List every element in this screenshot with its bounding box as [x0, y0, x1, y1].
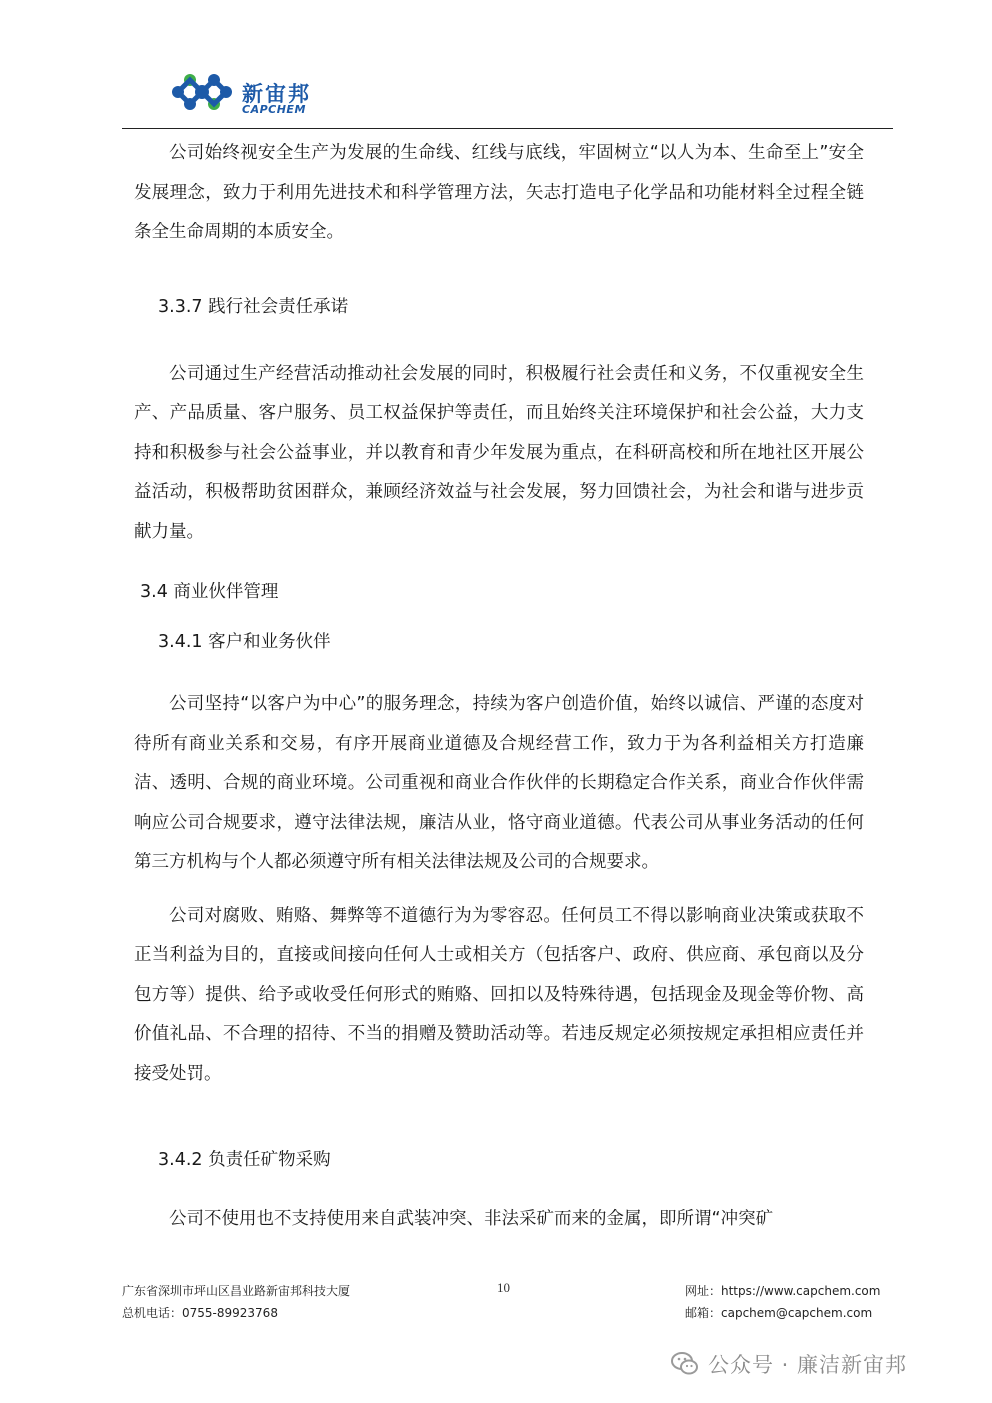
paragraph-safety: 公司始终视安全生产为发展的生命线、红线与底线，牢固树立“以人为本、生命至上”安全发展理念，致力于利用先进技术和科学管理方法，矢志打造电子化学品和功能材料全过程全链条全生命周期的本质安全。 — [134, 143, 864, 242]
logo-chinese-name: 新宙邦 — [242, 82, 311, 106]
paragraph-customers: 公司坚持“以客户为中心”的服务理念，持续为客户创造价值，始终以诚信、严谨的态度对待所有商业关系和交易，有序开展商业道德及合规经营工作，致力于为各利益相关方打造廉洁、透明、合规的商业环境。公司重视和商业合作伙伴的长期稳定合作关系，商业合作伙伴需响应公司合规要求，遵守法律法规，廉洁从业，恪守商业道德。代表公司从事业务活动的任何第三方机构与个人都必须遵守所有相关法律法规及公司的合规要求。 — [134, 694, 864, 872]
heading-3-4: 3.4 商业伙伴管理 — [140, 582, 279, 602]
header-divider — [122, 128, 893, 129]
paragraph-social-responsibility: 公司通过生产经营活动推动社会发展的同时，积极履行社会责任和义务，不仅重视安全生产、产品质量、客户服务、员工权益保护等责任，而且始终关注环境保护和社会公益，大力支持和积极参与社会公益事业，并以教育和青少年发展为重点，在科研高校和所在地社区开展公益活动，积极帮助贫困群众，兼顾经济效益与社会发展，努力回馈社会，为社会和谐与进步贡献力量。 — [134, 363, 864, 542]
heading-3-4-1: 3.4.1 客户和业务伙伴 — [158, 632, 331, 652]
logo-english-name: CAPCHEM — [242, 103, 306, 116]
paragraph-minerals: 公司不使用也不支持使用来自武装冲突、非法采矿而来的金属，即所谓“冲突矿 — [169, 1209, 774, 1229]
heading-3-4-2: 3.4.2 负责任矿物采购 — [158, 1150, 331, 1170]
heading-3-3-7: 3.3.7 践行社会责任承诺 — [158, 296, 349, 317]
capchem-logo-icon — [168, 70, 236, 114]
page-number: 10 — [497, 1280, 510, 1295]
watermark-text: 公众号 · 廉洁新宙邦 — [708, 1353, 908, 1377]
document-body — [134, 134, 864, 1240]
paragraph-anti-corruption: 公司对腐败、贿赂、舞弊等不道德行为为零容忍。任何员工不得以影响商业决策或获取不正当利益为目的，直接或间接向任何人士或相关方（包括客户、政府、供应商、承包商以及分包方等）提供、给予或收受任何形式的贿赂、回扣以及特殊待遇，包括现金及现金等价物、高价值礼品、不合理的招待、不当的捐赠及赞助活动等。若违反规定必须按规定承担相应责任并接受处罚。 — [134, 905, 864, 1084]
footer-phone: 总机电话：0755-89923768 — [122, 1306, 278, 1320]
footer-address: 广东省深圳市坪山区昌业路新宙邦科技大厦 — [122, 1284, 351, 1298]
footer-email: 邮箱：capchem@capchem.com — [685, 1306, 873, 1320]
footer-website: 网址：https://www.capchem.com — [685, 1284, 881, 1298]
wechat-icon — [670, 1349, 700, 1379]
page-header — [0, 0, 992, 130]
wechat-watermark — [670, 1346, 907, 1382]
